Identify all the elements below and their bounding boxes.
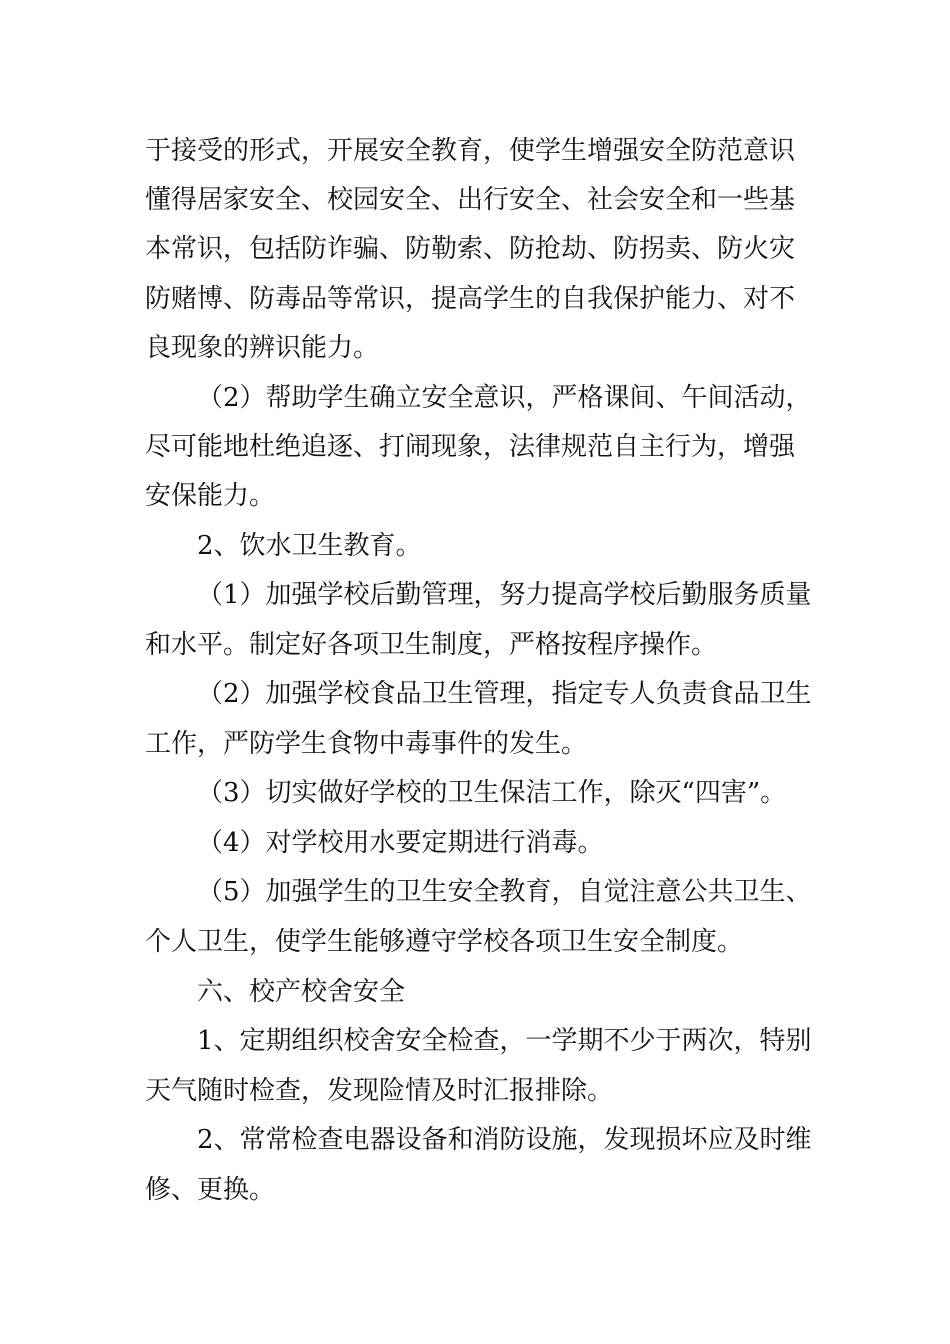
text-line: （2）加强学校食品卫生管理，指定专人负责食品卫生 — [197, 679, 812, 709]
text-line: 于接受的形式，开展安全教育，使学生增强安全防范意识 — [145, 136, 796, 166]
text-line: 懂得居家安全、校园安全、出行安全、社会安全和一些基 — [145, 185, 796, 215]
text-line: （1）加强学校后勤管理，努力提高学校后勤服务质量 — [197, 580, 812, 610]
section-heading: 六、校产校舍安全 — [197, 977, 406, 1007]
text-line: 良现象的辨识能力。 — [145, 333, 380, 363]
text-line: （4）对学校用水要定期进行消毒。 — [197, 828, 604, 858]
text-line: 个人卫生，使学生能够遵守学校各项卫生安全制度。 — [145, 927, 744, 957]
text-line: （5）加强学生的卫生安全教育，自觉注意公共卫生、 — [197, 877, 812, 907]
text-line: 2、常常检查电器设备和消防设施，发现损坏应及时维 — [197, 1125, 812, 1155]
text-line: （3）切实做好学校的卫生保洁工作，除灭“四害”。 — [197, 778, 787, 808]
text-line: 防赌博、防毒品等常识，提高学生的自我保护能力、对不 — [145, 284, 796, 314]
text-line: 和水平。制定好各项卫生制度，严格按程序操作。 — [145, 630, 718, 660]
text-line: （2）帮助学生确立安全意识，严格课间、午间活动， — [197, 383, 812, 413]
text-line: 工作，严防学生食物中毒事件的发生。 — [145, 729, 588, 759]
text-line: 本常识，包括防诈骗、防勒索、防抢劫、防拐卖、防火灾 — [145, 234, 796, 264]
text-line: 安保能力。 — [145, 481, 276, 511]
section-heading: 2、饮水卫生教育。 — [197, 531, 422, 561]
text-line: 修、更换。 — [145, 1175, 276, 1205]
text-line: 天气随时检查，发现险情及时汇报排除。 — [145, 1076, 614, 1106]
text-line: 1、定期组织校舍安全检查，一学期不少于两次，特别 — [197, 1026, 812, 1056]
text-line: 尽可能地杜绝追逐、打闹现象，法律规范自主行为，增强 — [145, 432, 796, 462]
